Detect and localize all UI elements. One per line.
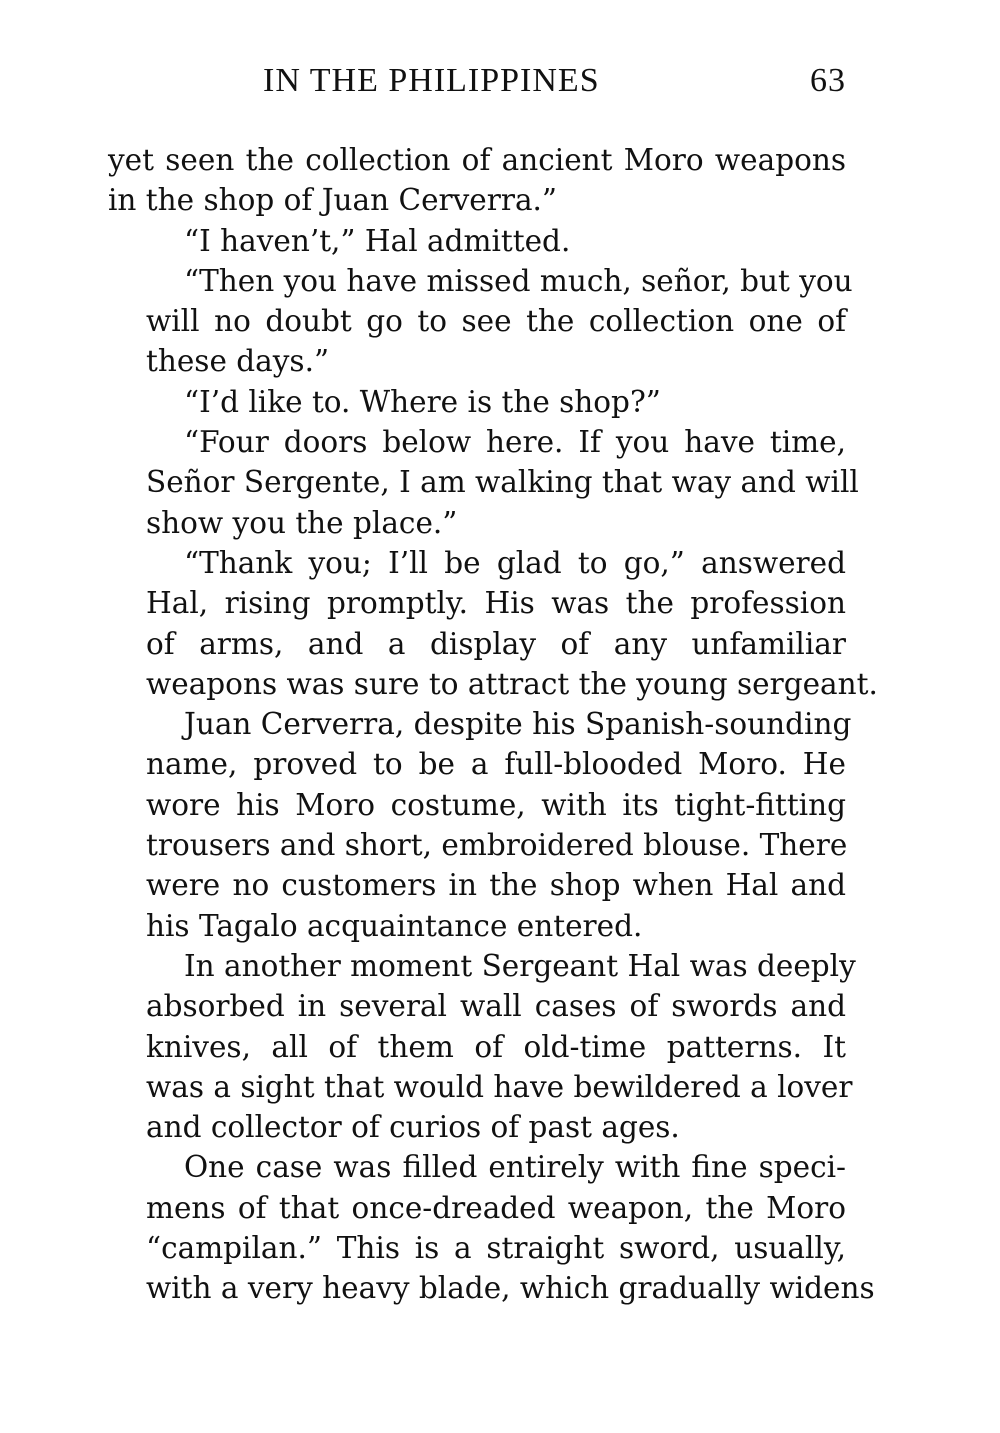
running-title: IN THE PHILIPPINES bbox=[263, 62, 600, 99]
text-line: absorbed in several wall cases of swords and bbox=[146, 989, 846, 1024]
text-line: wore his Moro costume, with its tight-fitting bbox=[146, 787, 846, 822]
text-line: show you the place.” bbox=[146, 505, 458, 540]
text-line: “campilan.” This is a straight sword, usually, bbox=[146, 1231, 846, 1266]
text-line: mens of that once-dreaded weapon, the Moro bbox=[146, 1190, 846, 1225]
text-line: in the shop of Juan Cerverra.” bbox=[108, 183, 558, 218]
text-line: “Four doors below here. If you have time, bbox=[184, 425, 846, 460]
text-line: were no customers in the shop when Hal and bbox=[146, 868, 846, 903]
text-line: One case was filled entirely with fine speci- bbox=[184, 1150, 846, 1185]
text-line: In another moment Sergeant Hal was deeply bbox=[184, 948, 856, 983]
paragraph bbox=[108, 946, 856, 1147]
text-line: name, proved to be a full-blooded Moro. He bbox=[146, 747, 846, 782]
text-line: yet seen the collection of ancient Moro weapons bbox=[108, 143, 846, 177]
text-line: Juan Cerverra, despite his Spanish-sounding bbox=[184, 707, 852, 742]
paragraph bbox=[108, 140, 846, 221]
body-text bbox=[108, 140, 878, 1309]
page-number: 63 bbox=[810, 62, 846, 99]
text-line: with a very heavy blade, which gradually widens bbox=[146, 1271, 875, 1306]
text-line: Señor Sergente, I am walking that way and will bbox=[146, 465, 859, 500]
text-line: “Then you have missed much, señor, but you bbox=[184, 263, 853, 298]
paragraph bbox=[108, 1147, 875, 1308]
paragraph bbox=[108, 261, 853, 382]
text-line: his Tagalo acquaintance entered. bbox=[146, 908, 643, 943]
text-line: “Thank you; I’ll be glad to go,” answered bbox=[184, 545, 846, 580]
paragraph bbox=[108, 382, 846, 422]
text-line: trousers and short, embroidered blouse. There bbox=[146, 828, 848, 863]
running-head bbox=[108, 62, 846, 106]
text-line: these days.” bbox=[146, 344, 330, 379]
text-line: was a sight that would have bewildered a lover bbox=[146, 1069, 853, 1104]
text-line: Hal, rising promptly. His was the profession bbox=[146, 586, 846, 621]
paragraph bbox=[108, 704, 852, 946]
text-line: will no doubt go to see the collection one of bbox=[146, 304, 846, 339]
paragraph bbox=[108, 543, 878, 704]
text-line: of arms, and a display of any unfamiliar bbox=[146, 626, 846, 661]
paragraph bbox=[108, 221, 846, 261]
text-line: knives, all of them of old-time patterns. It bbox=[146, 1029, 846, 1064]
text-line: “I’d like to. Where is the shop?” bbox=[184, 384, 661, 419]
text-line: weapons was sure to attract the young sergeant. bbox=[146, 666, 878, 701]
text-line: and collector of curios of past ages. bbox=[146, 1110, 680, 1145]
paragraph bbox=[108, 422, 859, 543]
text-line: “I haven’t,” Hal admitted. bbox=[184, 223, 571, 258]
